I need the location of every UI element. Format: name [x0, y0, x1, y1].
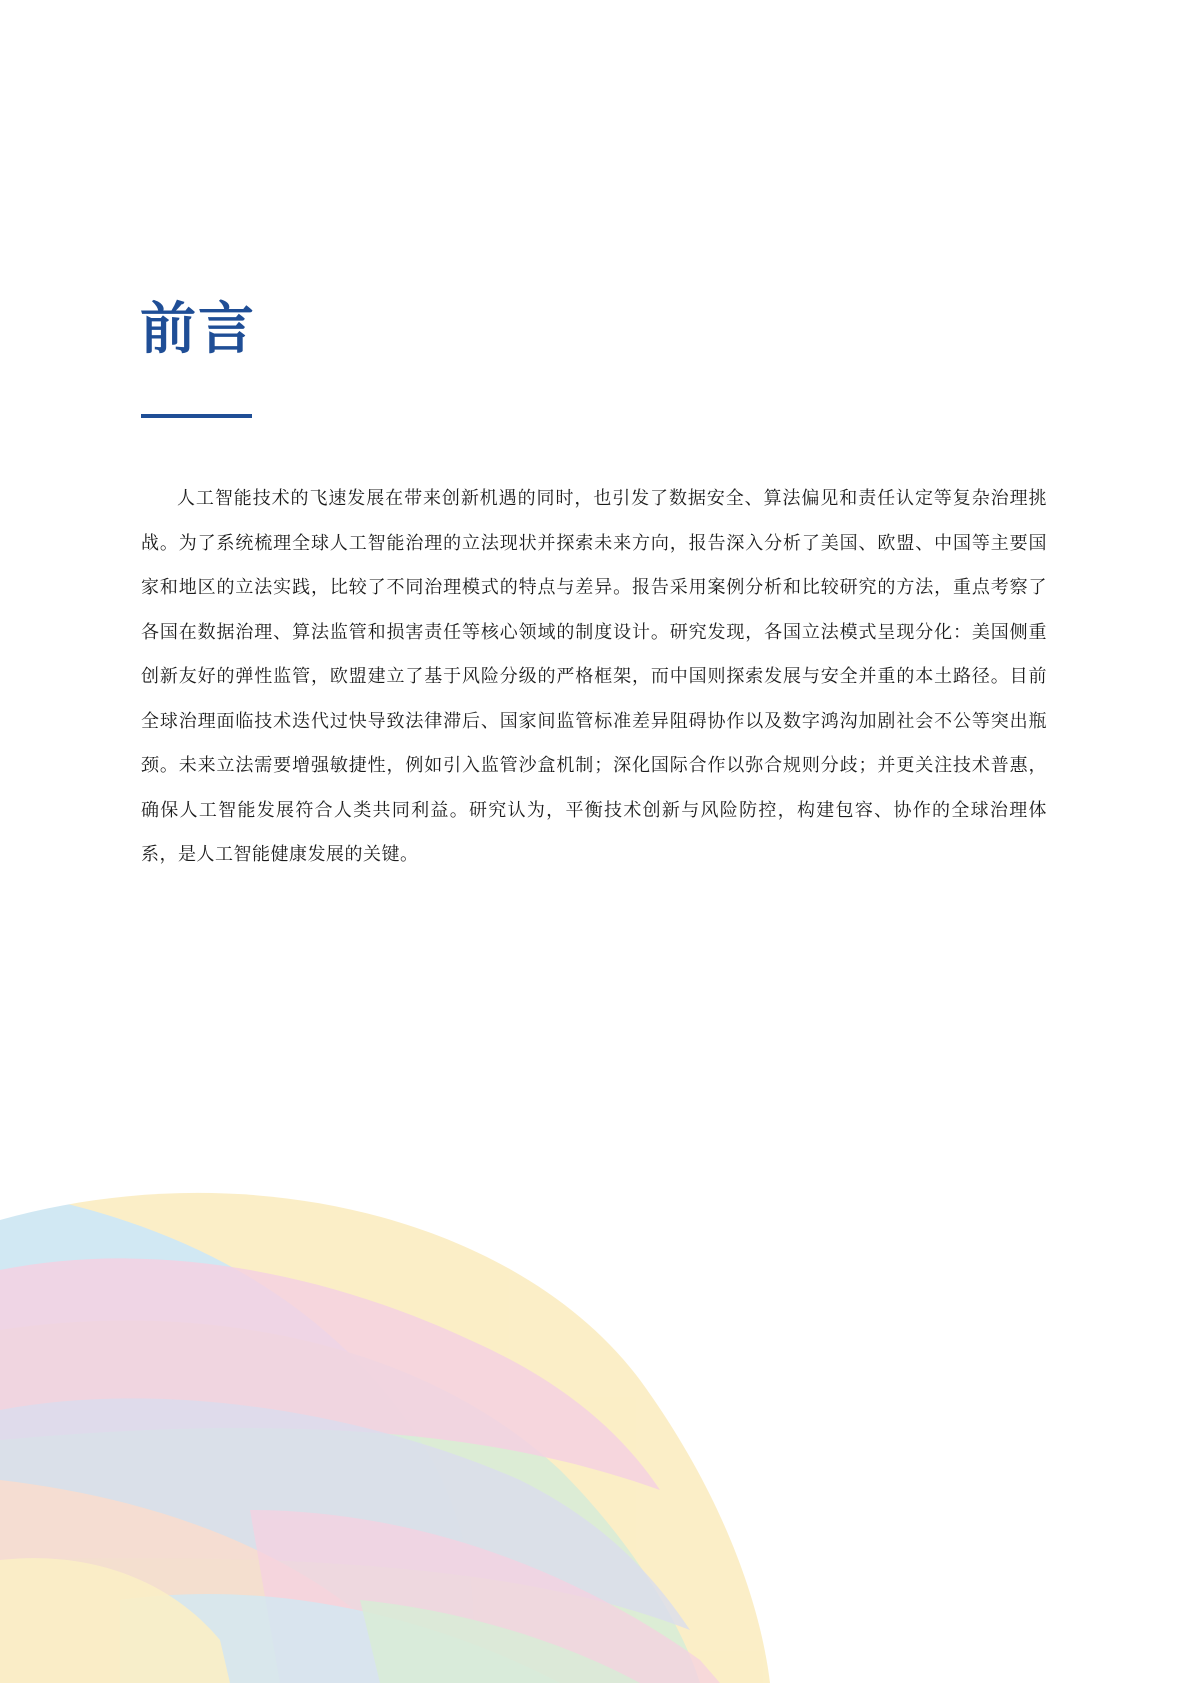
preface-paragraph: 人工智能技术的飞速发展在带来创新机遇的同时，也引发了数据安全、算法偏见和责任认定等复杂治理挑战。为了系统梳理全球人工智能治理的立法现状并探索未来方向，报告深入分析了美国、欧盟、中国等主要国家和地区的立法实践，比较了不同治理模式的特点与差异。报告采用案例分析和比较研究的方法，重点考察了各国在数据治理、算法监管和损害责任等核心领域的制度设计。研究发现，各国立法模式呈现分化：美国侧重创新友好的弹性监管，欧盟建立了基于风险分级的严格框架，而中国则探索发展与安全并重的本土路径。目前全球治理面临技术迭代过快导致法律滞后、国家间监管标准差异阻碍协作以及数字鸿沟加剧社会不公等突出瓶颈。未来立法需要增强敏捷性，例如引入监管沙盒机制；深化国际合作以弥合规则分歧；并更关注技术普惠，确保人工智能发展符合人类共同利益。研究认为，平衡技术创新与风险防控，构建包容、协作的全球治理体系，是人工智能健康发展的关键。	[141, 488, 1047, 865]
title-underline	[141, 414, 252, 418]
page-title: 前言	[140, 297, 256, 362]
decorative-arc-graphic	[0, 1180, 1190, 1683]
